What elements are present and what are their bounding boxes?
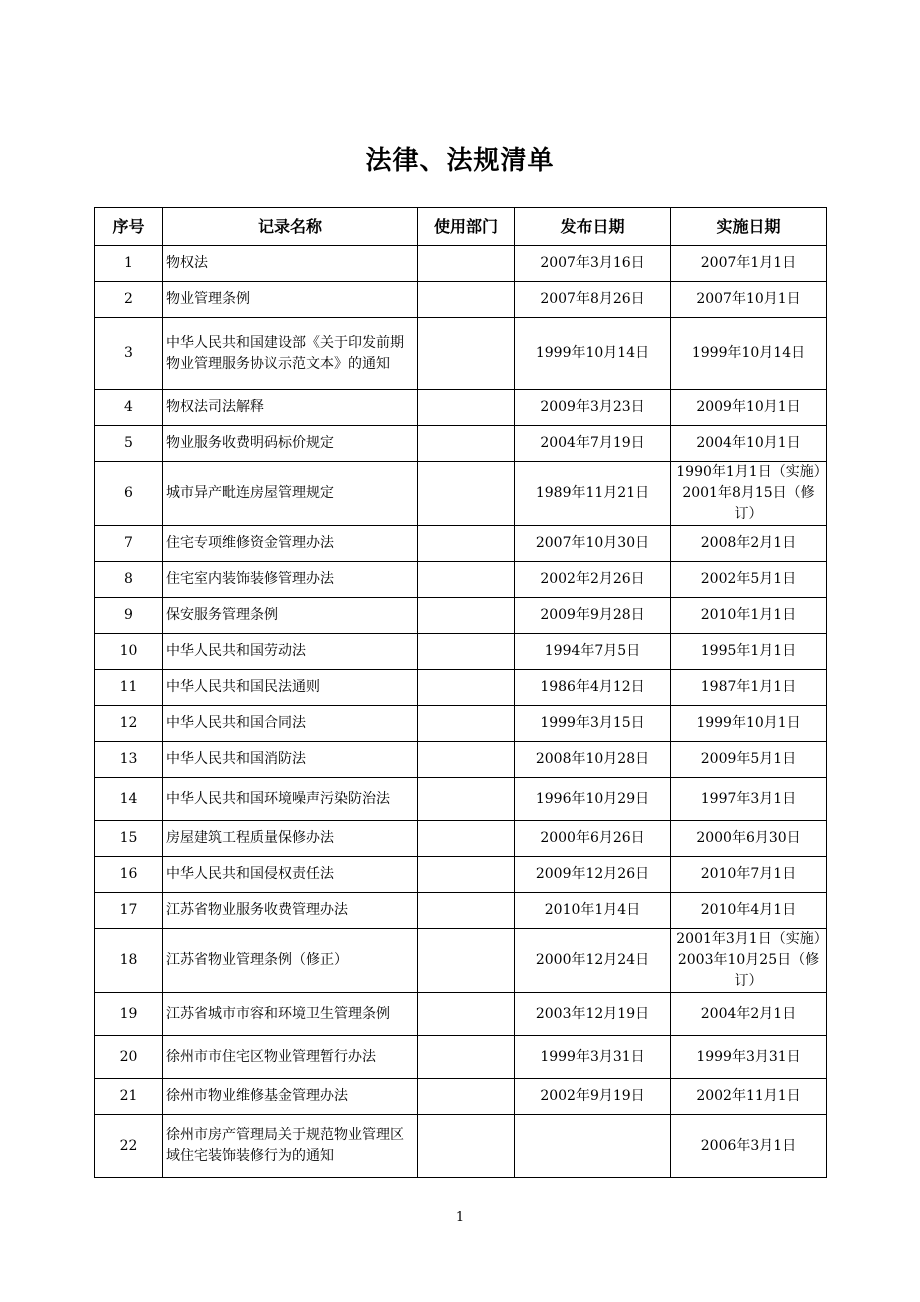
- record-name: 房屋建筑工程质量保修办法: [163, 821, 418, 857]
- table-row: [95, 282, 827, 318]
- publish-date: 2004年7月19日: [515, 426, 671, 462]
- row-number: 15: [95, 821, 163, 857]
- row-number: 2: [95, 282, 163, 318]
- effective-date: 1999年3月31日: [671, 1036, 827, 1079]
- using-department: [418, 857, 515, 893]
- record-name: 住宅室内装饰装修管理办法: [163, 562, 418, 598]
- record-name: 中华人民共和国劳动法: [163, 634, 418, 670]
- table-row: [95, 462, 827, 526]
- table-row: [95, 993, 827, 1036]
- using-department: [418, 390, 515, 426]
- effective-date: 1990年1月1日（实施）2001年8月15日（修订）: [671, 462, 827, 526]
- effective-date: 2006年3月1日: [671, 1115, 827, 1178]
- table-row: [95, 634, 827, 670]
- row-number: 18: [95, 929, 163, 993]
- table-row: [95, 857, 827, 893]
- row-number: 22: [95, 1115, 163, 1178]
- table-body: [95, 246, 827, 1178]
- laws-table: [94, 207, 827, 1178]
- record-name: 中华人民共和国合同法: [163, 706, 418, 742]
- using-department: [418, 993, 515, 1036]
- record-name: 江苏省物业管理条例（修正）: [163, 929, 418, 993]
- using-department: [418, 282, 515, 318]
- row-number: 14: [95, 778, 163, 821]
- record-name: 江苏省物业服务收费管理办法: [163, 893, 418, 929]
- effective-date: 1987年1月1日: [671, 670, 827, 706]
- header-dept: 使用部门: [418, 208, 515, 246]
- publish-date: 2000年12月24日: [515, 929, 671, 993]
- table-row: [95, 426, 827, 462]
- publish-date: 1989年11月21日: [515, 462, 671, 526]
- using-department: [418, 598, 515, 634]
- effective-date: 2002年5月1日: [671, 562, 827, 598]
- publish-date: 2007年8月26日: [515, 282, 671, 318]
- table-row: [95, 246, 827, 282]
- record-name: 徐州市市住宅区物业管理暂行办法: [163, 1036, 418, 1079]
- effective-date: 2007年10月1日: [671, 282, 827, 318]
- using-department: [418, 562, 515, 598]
- table-row: [95, 778, 827, 821]
- table-row: [95, 526, 827, 562]
- row-number: 5: [95, 426, 163, 462]
- using-department: [418, 670, 515, 706]
- publish-date: 2009年12月26日: [515, 857, 671, 893]
- record-name: 徐州市房产管理局关于规范物业管理区域住宅装饰装修行为的通知: [163, 1115, 418, 1178]
- using-department: [418, 706, 515, 742]
- publish-date: 1999年3月15日: [515, 706, 671, 742]
- publish-date: 2003年12月19日: [515, 993, 671, 1036]
- publish-date: 2007年3月16日: [515, 246, 671, 282]
- publish-date: 2009年3月23日: [515, 390, 671, 426]
- header-published: 发布日期: [515, 208, 671, 246]
- using-department: [418, 462, 515, 526]
- using-department: [418, 426, 515, 462]
- publish-date: 1999年3月31日: [515, 1036, 671, 1079]
- effective-date: 2008年2月1日: [671, 526, 827, 562]
- row-number: 12: [95, 706, 163, 742]
- publish-date: 2008年10月28日: [515, 742, 671, 778]
- effective-date: 1995年1月1日: [671, 634, 827, 670]
- table-row: [95, 929, 827, 993]
- row-number: 6: [95, 462, 163, 526]
- effective-date: 1999年10月1日: [671, 706, 827, 742]
- using-department: [418, 893, 515, 929]
- table-row: [95, 1079, 827, 1115]
- effective-date: 1997年3月1日: [671, 778, 827, 821]
- effective-date: 2002年11月1日: [671, 1079, 827, 1115]
- table-row: [95, 742, 827, 778]
- row-number: 20: [95, 1036, 163, 1079]
- row-number: 8: [95, 562, 163, 598]
- effective-date: 2001年3月1日（实施）2003年10月25日（修订）: [671, 929, 827, 993]
- table-row: [95, 893, 827, 929]
- header-no: 序号: [95, 208, 163, 246]
- effective-date: 2009年5月1日: [671, 742, 827, 778]
- effective-date: 2010年7月1日: [671, 857, 827, 893]
- table-row: [95, 670, 827, 706]
- table-row: [95, 390, 827, 426]
- table-row: [95, 706, 827, 742]
- record-name: 中华人民共和国消防法: [163, 742, 418, 778]
- record-name: 物权法: [163, 246, 418, 282]
- row-number: 13: [95, 742, 163, 778]
- effective-date: 1999年10月14日: [671, 318, 827, 390]
- row-number: 17: [95, 893, 163, 929]
- effective-date: 2004年2月1日: [671, 993, 827, 1036]
- record-name: 住宅专项维修资金管理办法: [163, 526, 418, 562]
- header-effective: 实施日期: [671, 208, 827, 246]
- using-department: [418, 246, 515, 282]
- record-name: 物权法司法解释: [163, 390, 418, 426]
- row-number: 1: [95, 246, 163, 282]
- page-number: 1: [455, 1210, 465, 1225]
- record-name: 徐州市物业维修基金管理办法: [163, 1079, 418, 1115]
- table-header-row: [95, 208, 827, 246]
- using-department: [418, 929, 515, 993]
- table-row: [95, 318, 827, 390]
- effective-date: 2004年10月1日: [671, 426, 827, 462]
- using-department: [418, 634, 515, 670]
- publish-date: 1996年10月29日: [515, 778, 671, 821]
- record-name: 物业服务收费明码标价规定: [163, 426, 418, 462]
- table-row: [95, 1115, 827, 1178]
- record-name: 中华人民共和国环境噪声污染防治法: [163, 778, 418, 821]
- row-number: 21: [95, 1079, 163, 1115]
- effective-date: 2000年6月30日: [671, 821, 827, 857]
- row-number: 3: [95, 318, 163, 390]
- document-title: 法律、法规清单: [365, 146, 555, 176]
- using-department: [418, 318, 515, 390]
- record-name: 中华人民共和国侵权责任法: [163, 857, 418, 893]
- using-department: [418, 1115, 515, 1178]
- using-department: [418, 742, 515, 778]
- publish-date: 2009年9月28日: [515, 598, 671, 634]
- record-name: 物业管理条例: [163, 282, 418, 318]
- table-row: [95, 598, 827, 634]
- publish-date: 2007年10月30日: [515, 526, 671, 562]
- using-department: [418, 1079, 515, 1115]
- row-number: 11: [95, 670, 163, 706]
- row-number: 19: [95, 993, 163, 1036]
- publish-date: 2002年9月19日: [515, 1079, 671, 1115]
- effective-date: 2010年1月1日: [671, 598, 827, 634]
- record-name: 中华人民共和国民法通则: [163, 670, 418, 706]
- effective-date: 2010年4月1日: [671, 893, 827, 929]
- table-row: [95, 562, 827, 598]
- row-number: 9: [95, 598, 163, 634]
- publish-date: 2000年6月26日: [515, 821, 671, 857]
- record-name: 保安服务管理条例: [163, 598, 418, 634]
- record-name: 江苏省城市市容和环境卫生管理条例: [163, 993, 418, 1036]
- table-row: [95, 821, 827, 857]
- row-number: 10: [95, 634, 163, 670]
- publish-date: 1994年7月5日: [515, 634, 671, 670]
- effective-date: 2009年10月1日: [671, 390, 827, 426]
- row-number: 7: [95, 526, 163, 562]
- record-name: 城市异产毗连房屋管理规定: [163, 462, 418, 526]
- header-name: 记录名称: [163, 208, 418, 246]
- record-name: 中华人民共和国建设部《关于印发前期物业管理服务协议示范文本》的通知: [163, 318, 418, 390]
- publish-date: 1999年10月14日: [515, 318, 671, 390]
- publish-date: 1986年4月12日: [515, 670, 671, 706]
- row-number: 4: [95, 390, 163, 426]
- using-department: [418, 778, 515, 821]
- using-department: [418, 526, 515, 562]
- publish-date: 2002年2月26日: [515, 562, 671, 598]
- table-row: [95, 1036, 827, 1079]
- publish-date: 2010年1月4日: [515, 893, 671, 929]
- using-department: [418, 1036, 515, 1079]
- publish-date: [515, 1115, 671, 1178]
- using-department: [418, 821, 515, 857]
- row-number: 16: [95, 857, 163, 893]
- effective-date: 2007年1月1日: [671, 246, 827, 282]
